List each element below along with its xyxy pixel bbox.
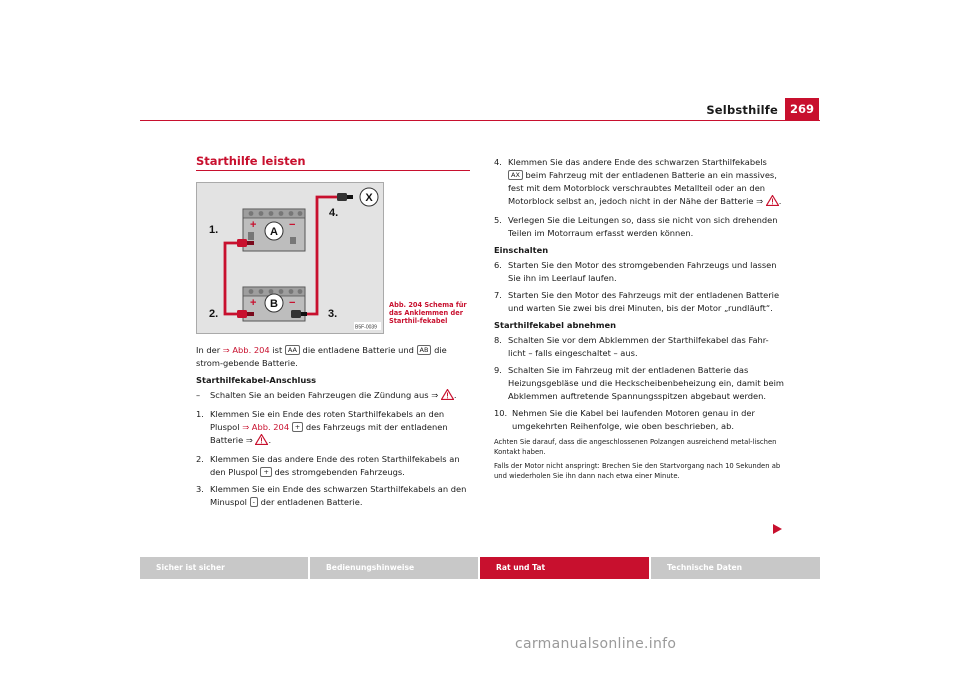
step-label-4: 4.: [329, 207, 339, 219]
warning-icon[interactable]: [255, 434, 268, 449]
label-ab-badge: AB: [417, 345, 432, 355]
figure-code: B5F-0039: [355, 324, 377, 331]
footer-tab-rat-und-tat[interactable]: Rat und Tat: [480, 557, 649, 579]
list-item: 9. Schalten Sie im Fahrzeug mit der entladenen Batterie das Heizungsgebläse und die Heckscheibenbeheizung ein, damit beim Abklemmen auftretende Spannungsspitzen abgebaut werden.: [494, 365, 784, 401]
warning-icon[interactable]: [441, 389, 454, 404]
plus-pole-badge: +: [292, 422, 303, 432]
watermark: carmanualsonline.info: [515, 636, 677, 652]
diagram-svg: [197, 183, 383, 333]
svg-text:−: −: [289, 219, 296, 231]
heading-connect: Starthilfekabel-Anschluss: [196, 375, 317, 385]
jump-start-diagram: [196, 182, 384, 334]
list-item: 2. Klemmen Sie das andere Ende des roten Starthilfekabels an den Pluspol + des stromgebenden Fahrzeugs.: [196, 454, 460, 477]
left-column: [196, 344, 476, 513]
page-header-title: Selbsthilfe: [706, 103, 778, 117]
list-item: 5. Verlegen Sie die Leitungen so, dass sie nicht von sich drehenden Teilen im Motorraum erfasst werden können.: [494, 215, 778, 238]
black-clamp-top: [337, 193, 353, 201]
label-aa-badge: AA: [285, 345, 300, 355]
list-item: 7. Starten Sie den Motor des Fahrzeugs mit der entladenen Batterie und warten Sie zwei bis drei Minuten, bis der Motor „rundläuft“.: [494, 290, 780, 313]
step-label-3: 3.: [328, 308, 338, 320]
figure-link[interactable]: ⇒ Abb. 204: [242, 422, 290, 432]
next-page-arrow-icon[interactable]: [773, 519, 782, 538]
plus-pole-badge: +: [260, 467, 271, 477]
svg-text:−: −: [289, 297, 296, 309]
list-item: 8. Schalten Sie vor dem Abklemmen der Starthilfekabel das Fahr-licht – falls eingeschaltet – aus.: [494, 335, 769, 358]
footer-tab-sicher[interactable]: Sicher ist sicher: [140, 557, 308, 579]
intro-paragraph: In der ⇒ Abb. 204 ist AA die entladene Batterie und AB die strom-gebende Batterie.: [196, 345, 447, 368]
clamp-x-label: X: [365, 192, 373, 204]
list-item: 10. Nehmen Sie die Kabel bei laufenden Motoren genau in der umgekehrten Reihenfolge, wie oben beschrieben, ab.: [494, 408, 755, 431]
list-item: 1. Klemmen Sie ein Ende des roten Starthilfekabels an den Pluspol ⇒ Abb. 204 + des Fahrzeugs mit der entladenen Batterie ⇒ .: [196, 408, 476, 449]
battery-b-label: B: [270, 298, 278, 310]
note-retry: Falls der Motor nicht anspringt: Brechen Sie den Startvorgang nach 10 Sekunden ab und wiederholen Sie ihn dann nach etwa einer Minute.: [494, 462, 781, 480]
svg-text:+: +: [250, 219, 257, 231]
footer-tab-bedienung[interactable]: Bedienungshinweise: [310, 557, 478, 579]
right-column: [494, 156, 784, 481]
red-cable: [225, 243, 237, 314]
header-rule: [140, 120, 820, 121]
step-label-1: 1.: [209, 224, 219, 236]
list-item: 6. Starten Sie den Motor des stromgebenden Fahrzeugs und lassen Sie ihn im Leerlauf laufen.: [494, 260, 777, 283]
minus-pole-badge: -: [250, 497, 258, 507]
heading-disconnect: Starthilfekabel abnehmen: [494, 320, 617, 330]
battery-a-label: A: [270, 226, 278, 238]
list-item: – Schalten Sie an beiden Fahrzeugen die Zündung aus ⇒ .: [196, 389, 476, 404]
title-rule: [196, 170, 470, 171]
note-contact: Achten Sie darauf, dass die angeschlossenen Polzangen ausreichend metal-lischen Kontakt haben.: [494, 438, 777, 456]
list-item: 3. Klemmen Sie ein Ende des schwarzen Starthilfekabels an den Minuspol - der entladenen Batterie.: [196, 484, 467, 507]
heading-switch-on: Einschalten: [494, 245, 549, 255]
footer-tab-technische-daten[interactable]: Technische Daten: [651, 557, 820, 579]
warning-icon[interactable]: [766, 195, 779, 210]
svg-text:+: +: [250, 297, 257, 309]
figure-link[interactable]: ⇒ Abb. 204: [222, 345, 270, 355]
step-label-2: 2.: [209, 308, 219, 320]
section-title: Starthilfe leisten: [196, 154, 306, 168]
page-number: 269: [785, 98, 819, 120]
list-item: 4. Klemmen Sie das andere Ende des schwarzen Starthilfekabels AX beim Fahrzeug mit der entladenen Batterie an ein massives, fest mit dem Motorblock verschraubtes Metallteil oder an den Motorblock selbst an, jedoch nicht in der Nähe der Batterie ⇒ .: [494, 156, 784, 210]
label-ax-badge: AX: [508, 170, 523, 180]
figure-caption: Abb. 204 Schema für das Anklemmen der Starthil-fekabel: [389, 301, 467, 325]
